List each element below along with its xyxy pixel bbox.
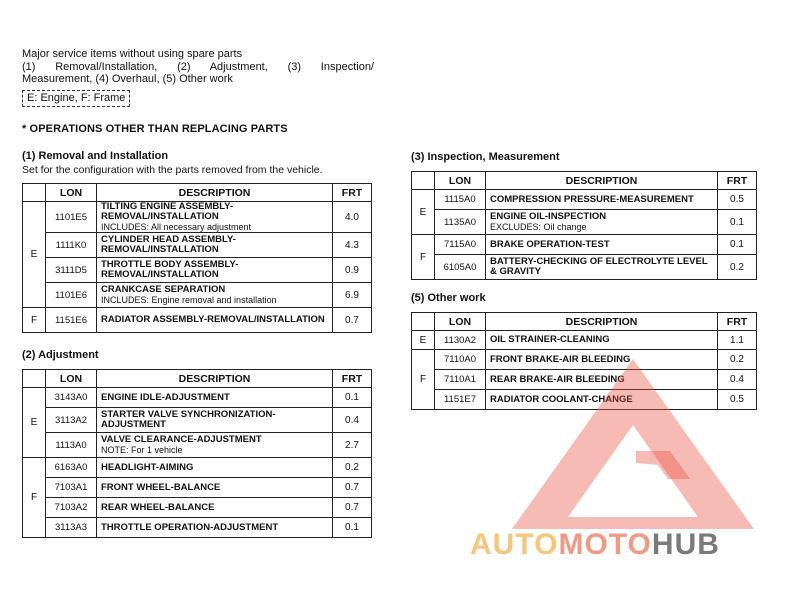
lon-cell: 1101E6 [46,283,97,308]
table-row [23,518,372,538]
description-header: DESCRIPTION [486,313,718,331]
frt-cell: 0.5 [718,190,757,210]
description-cell [97,518,333,538]
description-main: CYLINDER HEAD ASSEMBLY-REMOVAL/INSTALLATION [101,234,236,255]
table-row [412,331,757,350]
lon-cell: 7115A0 [435,235,486,255]
group-header [23,184,46,202]
lon-cell: 1101E5 [46,202,97,233]
lon-cell: 1111K0 [46,233,97,258]
frt-cell: 6.9 [333,283,372,308]
intro-line-2: (1) Removal/Installation, (2) Adjustment, (3) Inspection/ [22,60,374,73]
adjustment-table [22,369,372,538]
group-cell: F [23,308,46,333]
frt-header: FRT [718,313,757,331]
frt-cell: 0.4 [718,370,757,390]
description-cell [486,235,718,255]
lon-cell: 3113A3 [46,518,97,538]
lon-cell: 1151E7 [435,390,486,410]
description-cell [97,202,333,233]
lon-cell: 3143A0 [46,388,97,408]
lon-header: LON [435,172,486,190]
table-row [23,498,372,518]
frt-cell: 0.2 [718,350,757,370]
lon-cell: 7110A0 [435,350,486,370]
frt-cell: 0.4 [333,408,372,433]
group-cell: E [23,202,46,308]
description-cell [97,308,333,333]
table-row [23,478,372,498]
watermark-triangle-logo [508,355,758,533]
description-cell [97,408,333,433]
frt-cell: 4.0 [333,202,372,233]
description-main: ENGINE OIL-INSPECTION [490,211,607,222]
lon-cell: 1151E6 [46,308,97,333]
description-main: BATTERY-CHECKING OF ELECTROLYTE LEVEL & GRAVITY [490,256,708,277]
description-main: CRANKCASE SEPARATION [101,284,226,295]
group-header [23,370,46,388]
adjustment-heading: (2) Adjustment [22,349,99,361]
table-row [412,255,757,280]
group-cell: E [412,331,435,350]
table-header-row [23,184,372,202]
frt-cell: 0.7 [333,498,372,518]
description-cell [97,458,333,478]
frt-cell: 0.5 [718,390,757,410]
description-note: INCLUDES: All necessary adjustment [101,222,252,232]
frt-cell: 2.7 [333,433,372,458]
description-main: COMPRESSION PRESSURE-MEASUREMENT [490,193,694,205]
lon-cell: 1135A0 [435,210,486,235]
description-cell [97,233,333,258]
frt-cell: 4.3 [333,233,372,258]
table-row [23,408,372,433]
description-note: INCLUDES: Engine removal and installation [101,295,277,305]
description-cell [97,433,333,458]
description-note: NOTE: For 1 vehicle [101,445,183,455]
description-main: ENGINE IDLE-ADJUSTMENT [101,391,230,403]
table-row [412,210,757,235]
description-cell [486,331,718,350]
description-main: THROTTLE OPERATION-ADJUSTMENT [101,521,279,533]
description-main: BRAKE OPERATION-TEST [490,238,610,250]
group-cell: F [23,458,46,538]
table-header-row [412,172,757,190]
description-main: FRONT WHEEL-BALANCE [101,481,221,493]
frt-cell: 0.2 [718,255,757,280]
description-main: OIL STRAINER-CLEANING [490,334,610,345]
description-cell [97,388,333,408]
frt-cell: 0.7 [333,308,372,333]
frt-cell: 0.1 [718,235,757,255]
lon-cell: 6163A0 [46,458,97,478]
frt-cell: 1.1 [718,331,757,350]
removal-table [22,183,372,333]
table-row [23,202,372,233]
table-row [23,233,372,258]
watermark-auto: AUTO [470,528,559,561]
other-work-heading: (5) Other work [411,292,486,304]
removal-heading: (1) Removal and Installation [22,150,169,162]
watermark-hub: HUB [651,528,720,561]
lon-header: LON [46,184,97,202]
frt-cell: 0.2 [333,458,372,478]
description-note: EXCLUDES: Oil change [490,222,587,232]
frt-cell: 0.1 [333,518,372,538]
description-main: VALVE CLEARANCE-ADJUSTMENT [101,434,262,445]
frt-cell: 0.9 [333,258,372,283]
group-cell: E [412,190,435,235]
group-header [412,313,435,331]
lon-cell: 7103A1 [46,478,97,498]
intro-text [22,48,374,86]
inspection-heading: (3) Inspection, Measurement [411,151,560,163]
description-main: TILTING ENGINE ASSEMBLY-REMOVAL/INSTALLATION [101,201,234,222]
watermark-logo-text [470,528,720,562]
description-main: RADIATOR ASSEMBLY-REMOVAL/INSTALLATION [101,314,325,325]
main-heading: * OPERATIONS OTHER THAN REPLACING PARTS [22,123,288,135]
removal-subtext: Set for the configuration with the parts removed from the vehicle. [22,164,323,176]
lon-cell: 3111D5 [46,258,97,283]
table-row [23,283,372,308]
description-cell [97,498,333,518]
description-cell [97,283,333,308]
description-main: THROTTLE BODY ASSEMBLY-REMOVAL/INSTALLATION [101,259,239,280]
group-header [412,172,435,190]
description-header: DESCRIPTION [97,370,333,388]
lon-cell: 7103A2 [46,498,97,518]
frt-header: FRT [333,370,372,388]
description-main: REAR WHEEL-BALANCE [101,501,215,513]
frt-cell: 0.7 [333,478,372,498]
frt-header: FRT [333,184,372,202]
description-main: FRONT BRAKE-AIR BLEEDING [490,353,631,365]
table-row [412,235,757,255]
inspection-table [411,171,757,280]
description-cell [486,255,718,280]
frt-cell: 0.1 [333,388,372,408]
description-cell [486,190,718,210]
frt-cell: 0.1 [718,210,757,235]
description-cell [97,478,333,498]
lon-cell: 7110A1 [435,370,486,390]
description-cell [486,210,718,235]
group-cell: E [23,388,46,458]
intro-line-1: Major service items without using spare parts [22,48,243,60]
description-main: RADIATOR COOLANT-CHANGE [490,393,633,405]
lon-cell: 1130A2 [435,331,486,350]
lon-cell: 6105A0 [435,255,486,280]
legend-box: E: Engine, F: Frame [22,90,130,107]
group-cell: F [412,235,435,280]
table-header-row [412,313,757,331]
frt-header: FRT [718,172,757,190]
lon-cell: 1115A0 [435,190,486,210]
description-main: HEADLIGHT-AIMING [101,461,194,473]
lon-cell: 1113A0 [46,433,97,458]
intro-line-3: Measurement, (4) Overhaul, (5) Other work [22,73,233,85]
table-row [23,258,372,283]
table-row [23,388,372,408]
table-row [23,458,372,478]
description-cell [97,258,333,283]
description-header: DESCRIPTION [486,172,718,190]
description-main: REAR BRAKE-AIR BLEEDING [490,373,625,385]
lon-cell: 3113A2 [46,408,97,433]
group-cell: F [412,350,435,410]
table-row [23,433,372,458]
watermark-moto: MOTO [558,528,652,561]
description-main: STARTER VALVE SYNCHRONIZATION-ADJUSTMENT [101,409,276,430]
table-row [412,190,757,210]
table-row [23,308,372,333]
lon-header: LON [46,370,97,388]
lon-header: LON [435,313,486,331]
table-header-row [23,370,372,388]
description-header: DESCRIPTION [97,184,333,202]
